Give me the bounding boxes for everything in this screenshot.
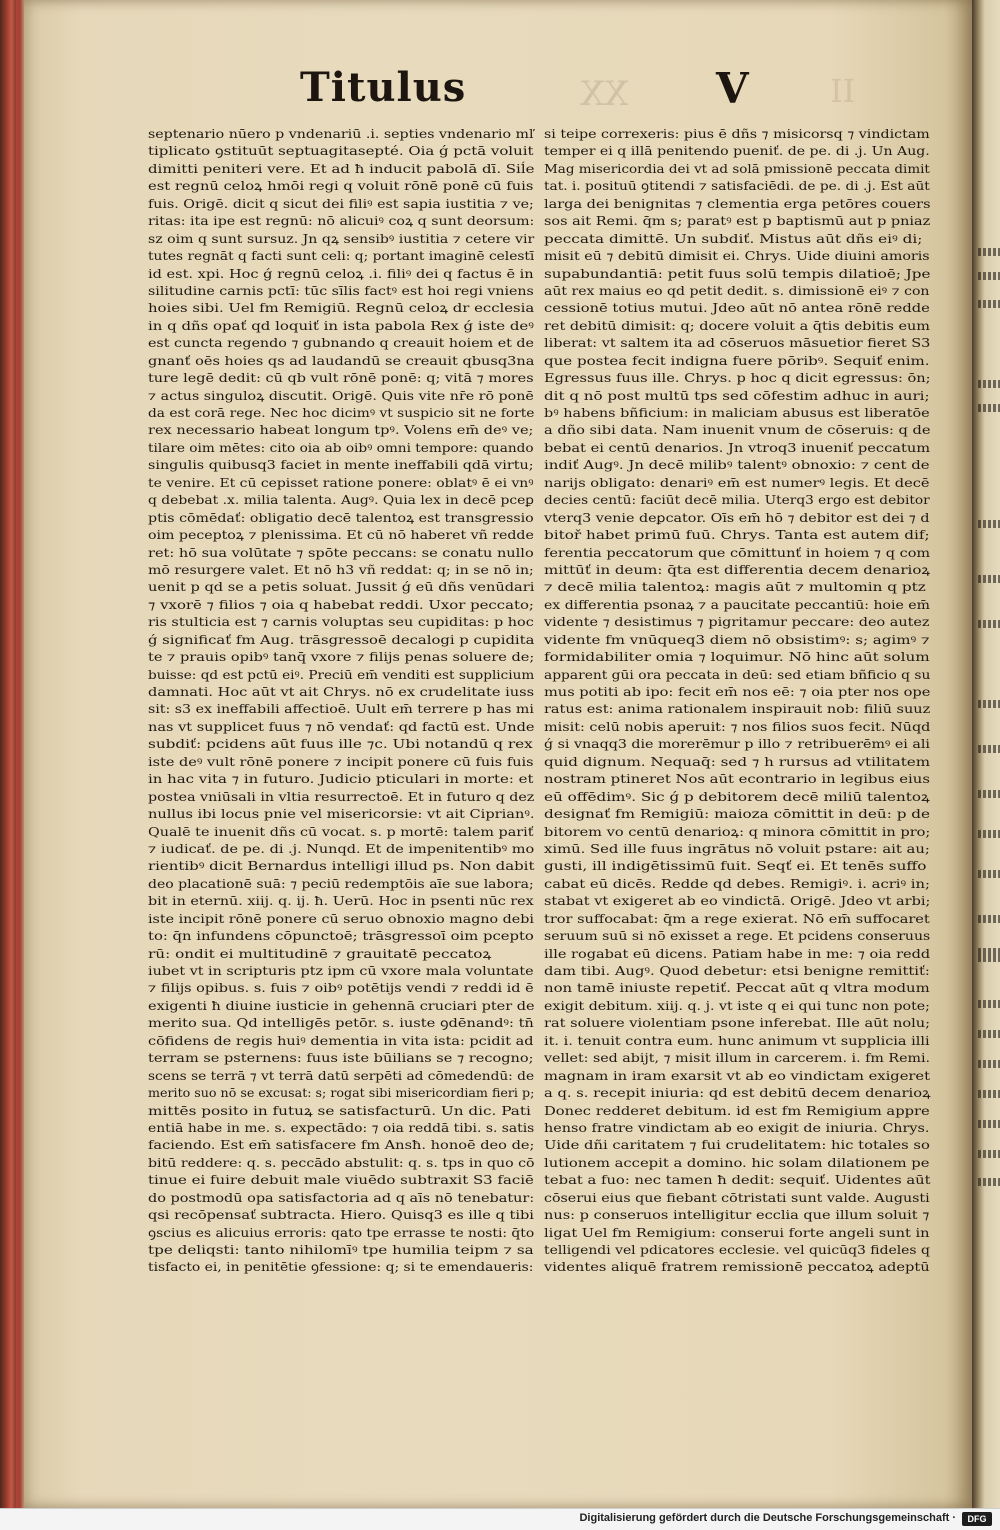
text-line: vellet: sed abijt, ⁊ misit illum in carcerem. i. fm Remi.: [544, 1051, 931, 1066]
text-line: ⁊ filijs opibus. s. fuis ⁊ oibꝰ potētijs vendi ⁊ reddi id ē: [148, 981, 534, 996]
text-line: subdiť: pcidens aūt fuus ille ⁊c. Ubi notandū q rex: [148, 737, 533, 752]
text-line: a q. s. recepit iniuria: qd est debitū decem denarioꝝ: [544, 1086, 931, 1101]
text-line: bit in eternū. xiij. q. ij. ħ. Uerū. Hoc in psenti nūc rex: [148, 894, 534, 909]
bleed-through-shadow: XX: [580, 74, 629, 114]
text-line: est regnū celoꝝ hmōi regi q voluit rōnē ponē cū fuis: [148, 179, 534, 194]
text-line: ⁊ actus singuloꝝ discutit. Origē. Quis vite nr̄e rō ponē: [148, 388, 534, 403]
text-line: gusti, ill indigētissimū fuit. Seqť ei. Et tenēs suffo: [544, 859, 927, 874]
text-line: ǵ significať fm Aug. trāsgressoē decalogi p cupidita: [148, 632, 535, 647]
running-head-left: Titulus: [300, 64, 467, 111]
text-line: ret: hō sua volūtate ⁊ spōte peccans: se conatu nullo: [148, 545, 534, 560]
text-line: Egressus fuus ille. Chrys. p hoc q dicit egressus: ōn;: [544, 371, 931, 386]
text-line: dimitti peniteri vere. Et ad ħ inducit pabolā dī. Siĺe: [148, 161, 535, 176]
text-line: quid dignum. Nequaq̄: sed ⁊ h rursus ad vtilitatem: [544, 754, 931, 769]
text-line: ligat Uel fm Remigium: conserui forte angeli sunt in: [544, 1225, 930, 1240]
text-line: formidabiliter omia ⁊ loquimur. Nō hinc aūt solum: [544, 650, 930, 665]
text-line: terram se psternens: fuus iste būilians se ⁊ recogno;: [148, 1051, 534, 1066]
funding-credit: Digitalisierung gefördert durch die Deutsche Forschungsgemeinschaft ·: [579, 1512, 956, 1524]
text-line: ⁊ iudicať. de pe. di .j. Nunqd. Et de impenitentibꝰ mo: [148, 841, 535, 856]
text-line: gnanť oēs hoies qs ad laudandū se creauit qbusq3na: [148, 353, 535, 368]
text-line: rat soluere violentiam psone inferebat. Ille aūt nolu;: [544, 1016, 931, 1031]
text-line: vidente fm vnūqueq3 diem nō obsistimꝰ: s; agimꝰ ⁊: [544, 632, 930, 647]
text-line: deo placationē suā: ⁊ peciū redemptōis aīe sue labora;: [148, 876, 534, 891]
text-line: larga dei benignitas ⁊ clementia erga petōres couers: [544, 196, 931, 211]
text-line: iste deꝰ vult rōnē ponere ⁊ incipit ponere cū fuis fuis: [148, 754, 534, 769]
book-edge-red: [0, 0, 16, 1508]
text-line: magnam in iram exarsit vt ab eo vindictam exigeret: [544, 1068, 931, 1083]
text-line: rū: ondit ei multitudinē ⁊ grauitatē peccatoꝝ: [148, 946, 492, 961]
text-line: buisse: qd est pctū eiꝰ. Preciū em̄ venditi est supplicium: [148, 667, 535, 682]
text-line: stabat vt exigeret ab eo vindictā. Origē. Jdeo vt arbi;: [544, 894, 931, 909]
text-line: tutes regnāt q facti sunt celi: q; portant imaginē celestī: [148, 249, 535, 264]
text-line: in q dñs opať qd loquiť in ista pabola Rex ǵ iste deꝰ: [148, 318, 534, 333]
text-line: entiā habe in me. s. expectādo: ⁊ oia reddā tibi. s. satis: [148, 1120, 535, 1135]
text-line: tiplicato ꝯstituūt septuagitasepté. Oia ǵ pctā voluit: [148, 144, 534, 159]
text-line: scens se terrā ⁊ vt terrā datū serpēti ad cōmedendū: de: [148, 1068, 535, 1083]
text-line: bitū reddere: q. s. peccādo abstulit: q. s. tps in quo cō: [148, 1155, 535, 1170]
text-line: ritas: ita ipe est regnū: nō alicuiꝰ coꝝ q sunt deorsum:: [148, 214, 535, 229]
text-line: mittēs posito in futuꝝ se satisfacturū. Un dic. Pati: [148, 1103, 531, 1118]
text-line: tilare oim mētes: cito oia ab oibꝰ omni tempore: quando: [148, 440, 534, 455]
text-line: nullus ibi locus pnie vel misericorsie: vt ait Ciprianꝰ.: [148, 807, 535, 822]
text-line: postea vniūsali in vltia resurrectoē. Et in futuro q dez: [148, 789, 535, 804]
text-line: decies centū: faciūt decē milia. Uterq3 ergo est debitor: [544, 493, 930, 508]
text-line: tisfacto ei, in penitētie ꝯfessione: q; si te emendaueris:: [148, 1260, 534, 1275]
dfg-logo-icon: DFG: [962, 1512, 992, 1526]
text-line: bitorem vo centū denarioꝝ: q minora cōmittit in pro;: [544, 824, 931, 839]
text-line: to: q̄n infundens cōpunctoē; trāsgressoī oim pcepto: [148, 929, 534, 944]
right-text-column: [544, 126, 930, 1277]
text-line: merito suo nō se excusat: s; rogat sibi misericordiam fieri p;: [148, 1086, 535, 1101]
text-line: ille rogabat eū dicens. Patiam habe in me: ⁊ oia redd: [544, 946, 931, 961]
text-line: do postmodū opa satisfactoria ad q aīs nō tenebatur:: [148, 1190, 535, 1205]
text-line: seruum suū si nō exisset a rege. Et pcidens conseruus: [544, 929, 931, 944]
text-line: misit: celū nobis aperuit: ⁊ nos filios suos fecit. Nūqd: [544, 719, 931, 734]
text-line: dam tibi. Augꝰ. Quod debetur: etsi benigne remittiť:: [544, 964, 930, 978]
text-line: oim peceptoꝝ ⁊ plenissima. Et cū nō haberet vñ redde: [148, 528, 534, 543]
bleed-through-shadow: II: [830, 72, 856, 110]
text-line: vterq3 venie deꝑcator. Oīs em̄ hō ⁊ debitor est dei ⁊ d: [544, 510, 930, 525]
text-line: a dño sibi data. Nam inuenit vnum de cōseruis: q de: [544, 423, 931, 438]
text-line: rientibꝰ dicit Bernardus intelligi illud ps. Non dabit: [148, 859, 535, 874]
text-line: telligendi vel pdicatores ecclesie. vel quicūq3 fideles q: [544, 1243, 930, 1257]
text-line: uenit p qd se a petis soluat. Jussit ǵ eū dñs venūdari: [148, 580, 535, 595]
text-line: ratus est: anima rationalem inspirauit nob: filiū suuz: [544, 702, 931, 717]
text-line: tat. i. posituū ꝯtitendi ⁊ satisfaciēdi. de pe. di .j. Est aūt: [544, 179, 930, 194]
text-line: Qualē te inuenit dñs cū vocat. s. p mortē: talem pariť: [148, 824, 534, 839]
text-line: videntes aliquē fratrem remissionē peccatoꝝ adeptū: [544, 1260, 930, 1275]
text-line: te ⁊ prauis opibꝰ tanq̄ vxore ⁊ filijs penas soluere de;: [148, 650, 535, 665]
text-line: da est corā rege. Nec hoc dicimꝰ vt suspicio sit ne forte: [148, 406, 535, 420]
text-line: te venire. Et cū cepisset ratione ponere: oblatꝰ ē ei vnꝰ: [148, 475, 534, 490]
text-line: ptis cōmēdať: obligatio decē talentoꝝ est transgressio: [148, 510, 534, 525]
text-line: id est. xpi. Hoc ǵ regnū celoꝝ .i. filiꝰ dei q factus ē in: [148, 266, 534, 281]
text-line: ret debitū dimisit: q; docere voluit a q̄tis debitis eum: [544, 318, 930, 333]
text-line: tpe deliqsti: tanto nihilomīꝰ tpe humilia teipm ⁊ sa: [148, 1243, 534, 1257]
text-line: q debebat .x. milia talenta. Augꝰ. Quia lex in decē pceꝑ: [148, 493, 534, 508]
text-line: ture legē dedit: cū qb vult rōnē ponē: q; vitā ⁊ mores: [148, 371, 534, 386]
text-line: que postea fecit indigna fuere pōribꝰ. Sequiť enim.: [544, 353, 930, 368]
text-line: lutionem accepit a domino. hic solam dilationem pe: [544, 1155, 930, 1170]
left-text-column: [148, 126, 534, 1277]
text-line: septenario nūero p vndenariū .i. septies vndenario mľ: [148, 127, 534, 141]
text-line: fuis. Origē. dicit q sicut dei filiꝰ est sapia iustitia ⁊ ve;: [148, 196, 534, 211]
text-line: rex necessario habeat longum tpꝰ. Volens em̄ deꝰ ve;: [148, 423, 534, 438]
text-line: henso fratre vindictam ab eo exigit de iniuria. Chrys.: [544, 1120, 930, 1135]
text-line: ex differentia psonaꝝ ⁊ a paucitate peccantiū: hoie em̄: [544, 597, 930, 612]
text-line: ⁊ vxorē ⁊ filios ⁊ oia q habebat reddi. Uxor peccato;: [148, 597, 534, 612]
text-line: aūt rex maius eo qd petit dedit. s. dimissionē eiꝰ ⁊ con: [544, 283, 930, 298]
text-line: nostram ptineret Nos aūt econtrario in legibus eius: [544, 772, 930, 787]
text-line: tinue ei fuire debuit male viuēdo subtraxit S3 faciē: [148, 1173, 534, 1188]
text-line: tror suffocabat: q̄m a rege exierat. Nō em̄ suffocaret: [544, 911, 930, 926]
text-line: faciendo. Est em̄ satisfacere fm Ansħ. honoē deo de;: [148, 1138, 535, 1153]
text-line: it. i. tenuit contra eum. hunc animum vt supplicia illi: [544, 1033, 930, 1048]
text-line: Donec redderet debitum. id est fm Remigium appre: [544, 1103, 930, 1118]
text-line: ris stulticia est ⁊ carnis voluptas seu cupiditas: p hoc: [148, 615, 534, 630]
text-line: iubet vt in scripturis ptz ipm cū vxore mala voluntate: [148, 964, 534, 978]
text-line: non tamē iniuste repetiť. Peccat aūt q vltra modum: [544, 981, 930, 996]
text-line: qsi recōpensať subtracta. Hiero. Quisq3 es ille q tibi: [148, 1208, 534, 1223]
text-line: ferentia peccatorum que cōmittunť in hoiem ⁊ q com: [544, 545, 931, 560]
text-line: sit: s3 ex ineffabili affectioē. Uult em̄ terrere p has mi: [148, 702, 534, 717]
text-line: bꝰ habens bñficium: in maliciam abusus est liberatōe: [544, 406, 930, 420]
text-line: indiť Augꝰ. Jn decē milibꝰ talentꝰ obnoxio: ⁊ cent de: [544, 458, 930, 473]
text-line: temper ei q illā penitendo pueniť. de pe. di .j. Un Aug.: [544, 144, 930, 159]
text-line: bebat ei centū denarios. Jn vtroq3 inueniť peccatum: [544, 440, 931, 455]
text-line: cabat eū dicēs. Redde qd debes. Remigiꝰ. i. acriꝰ in;: [544, 876, 930, 891]
text-line: Uide dñi caritatem ⁊ fui crudelitatem: hic totales so: [544, 1138, 930, 1153]
text-line: singulis quibusq3 faciet in mente ineffabili qdā virtu;: [148, 458, 534, 473]
text-line: ximū. Sed ille fuus ingrātus nō voluit pstare: ait au;: [544, 841, 930, 856]
text-line: cōfidens de regis huiꝰ dementia in vita ista: pcidit ad: [148, 1033, 534, 1048]
text-line: mus potiti ab ipo: fecit em̄ nos eē: ⁊ oia pter nos ope: [544, 685, 931, 699]
text-line: designať fm Remigiū: maioza cōmittit in deū: p de: [544, 807, 931, 822]
text-line: si teipe correxeris: pius ē dñs ⁊ misicorsq ⁊ vindictam: [544, 127, 930, 141]
text-line: supabundantiā: petit fuus solū tempis dilatioē; Jpe: [544, 266, 931, 281]
text-line: ꝯscius es alicuius erroris: qato tpe errasse te nosti: q̄to: [148, 1225, 535, 1240]
text-line: hoies sibi. Uel fm Remigiū. Regnū celoꝝ dr ecclesia: [148, 301, 535, 316]
text-line: silitudine carnis pctī: tūc sīlis factꝰ est hoi regi vniens: [148, 283, 534, 298]
text-line: exigit debitum. xiij. q. j. vt iste q ei qui tunc non pote;: [544, 998, 930, 1013]
text-line: tebat a fuo: nec tamen ħ dedit: sequiť. Uidentes aūt: [544, 1173, 931, 1188]
text-line: nas vt supplicet fuus ⁊ nō vendať: qd factū est. Unde: [148, 719, 535, 734]
text-line: nus: p conseruos intelligitur ecclia que illum soluit ⁊: [544, 1208, 930, 1223]
text-line: est cuncta regendo ⁊ gubnando q creauit hoiem et de: [148, 336, 534, 351]
text-line: peccata dimittē. Un subdiť. Mistus aūt dñs eiꝰ di;: [544, 231, 923, 246]
text-line: damnati. Hoc aūt vt ait Chrys. nō ex crudelitate iuss: [148, 685, 535, 699]
text-line: exigenti ħ diuine iusticie in gehennā cruciari pter de: [148, 998, 535, 1013]
text-line: cessionē totius mutui. Jdeo aūt nō antea rōnē redde: [544, 301, 930, 316]
text-line: sos ait Remi. q̄m s; paratꝰ est p baptismū aut p pniaz: [544, 214, 931, 229]
text-line: misit eū ⁊ debitū dimisit ei. Chrys. Uide diuini amoris: [544, 249, 930, 264]
text-line: ⁊ decē milia talentoꝝ: magis aūt ⁊ multomin q ptz: [544, 580, 926, 595]
text-line: narijs obligato: denariꝰ em̄ est numerꝰ legis. Et decē: [544, 475, 930, 490]
text-line: ǵ si vnaqq3 die morerēmur p illo ⁊ retribuerēmꝰ ei ali: [544, 737, 930, 752]
text-line: Mag misericordia dei vt ad solā pmissionē peccata dimit: [544, 161, 930, 176]
footer-bar: [0, 1508, 1000, 1530]
text-line: mittūť in deum: q̄ta est differentia decem denarioꝝ: [544, 562, 931, 577]
text-line: eū offēdimꝰ. Sic ǵ p debitorem decē miliū talentoꝝ: [544, 789, 930, 804]
text-line: iste incipit rōnē ponere cū seruo obnoxio magno debi: [148, 911, 534, 926]
text-line: cōserui eius que fiebant cōtristati sunt valde. Augusti: [544, 1190, 930, 1205]
text-line: sz oim q sunt sursuz. Jn qꝝ sensibꝰ iustitia ⁊ cetere vir: [148, 231, 535, 246]
running-head-right: V: [716, 64, 749, 113]
text-line: apparent gūi ora peccata in deū: sed etiam bñficio q su: [544, 667, 931, 682]
text-line: mō resurgere valet. Et nō h3 vñ reddat: q; in se nō in;: [148, 562, 534, 577]
text-line: vidente ⁊ desistimus ⁊ pigritamur peccare: deo autez: [544, 615, 930, 630]
text-line: dit q nō post multū tps sed cōfestim adhuc in auri;: [544, 388, 930, 403]
text-line: liberat: vt saltem ita ad cōseruos māsuetior fieret S3: [544, 336, 931, 351]
text-line: bitoř habet primū fuū. Chrys. Tanta est autem dif;: [544, 528, 930, 543]
text-line: merito sua. Qd intelligēs petōr. s. iuste ꝯdēnandꝰ: tn̄: [148, 1016, 534, 1031]
text-line: in hac vita ⁊ in futuro. Judicio pticulari in morte: et: [148, 772, 534, 787]
